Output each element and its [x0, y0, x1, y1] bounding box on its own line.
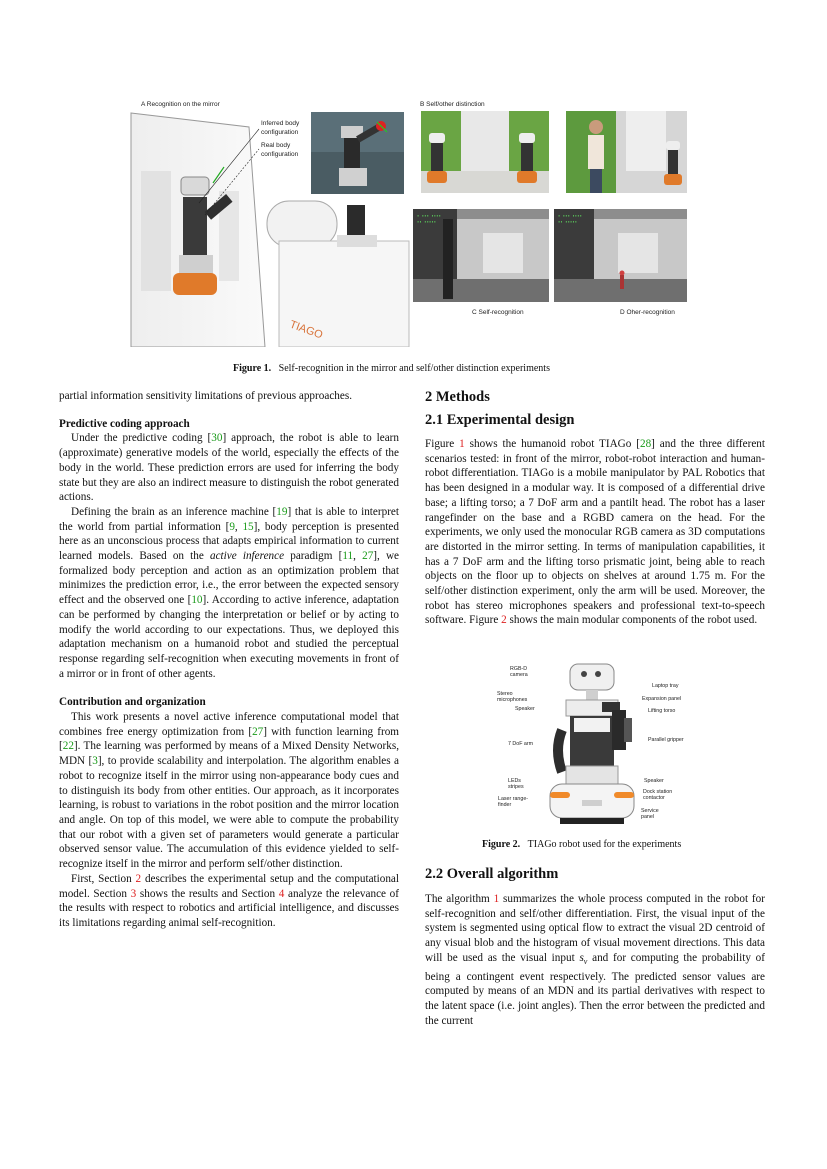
label-lifting-torso: Lifting torso [648, 708, 676, 714]
human-robot-photo [566, 111, 687, 193]
figure-1-caption-label: Figure 1. [233, 363, 272, 374]
panel-c-label: C Self-recognition [472, 309, 524, 316]
label-7dof-arm: 7 DoF arm [508, 741, 534, 747]
svg-text:TIAGO: TIAGO [287, 318, 325, 342]
experimental-design-text [425, 437, 765, 628]
tiago-robot-diagram [540, 660, 650, 830]
simulation-inset [311, 112, 404, 194]
overall-algorithm-text [425, 892, 765, 1029]
real-body-label: Real body configuration [261, 142, 299, 158]
label-laptop-tray: Laptop tray [652, 683, 679, 689]
label-stereo-microphones: Stereo microphones [497, 691, 528, 703]
paragraph-experimental-design: Figure 1 shows the humanoid robot TIAGo [28] and the three different scenarios tested: in front of the mirror, robot-robot interaction and human-robot differentiation. TIAGo is a mobile manipulator by PAL Robotics that has been designed in a modular way. It is composed of a differential drive base; a lifting torso; a 7 DoF arm and a pantilt head. The robot has a laser rangefinder on the base and a RGBD camera on the head. For the experiments, we only used the monocular RGB camera as 3D computations are distorted in the mirror setting. In terms of manipulation capabilities, it has a 7 DoF arm and the lifting torso prismatic joint, being able to reach objects on the floor up to objects on shelves at around 1.75 m. For the self/other distinction experiment, only the arm will be used. Moreover, the robot has stereo microphones speakers and professional text-to-speech software. Figure 2 shows the main modular components of the robot used. [425, 438, 765, 627]
svg-text:▪▪ ▪▪▪▪▪: ▪▪ ▪▪▪▪▪ [558, 221, 578, 225]
section-2-1-title: 2.1 Experimental design [425, 412, 575, 428]
figure-1-caption [233, 363, 550, 374]
other-recognition-camera-view [554, 209, 687, 302]
figure-1-caption-text: Self-recognition in the mirror and self/other distinction experiments [278, 363, 550, 374]
paragraph-predictive-1: Under the predictive coding [30] approach, the robot is able to learn (approximate) generative models of the world, especially the effects of the body in the world. These prediction errors are used for inferring the body state but they are also an indirect measure to distinguish the robot generated actions. [59, 432, 399, 504]
panel-d-label: D Oher-recognition [620, 309, 675, 316]
heading-contribution: Contribution and organization [59, 696, 206, 709]
paragraph-predictive-2: Defining the brain as an inference machine [19] that is able to interpret the world from partial information [9, 15], body perception is presented here as an unconscious process that adapts empirical information to current learned models. Based on the active inference paradigm [11, 27], we formalized body perception and action as an optimization problem that minimizes the prediction error, i.e., the error between the expected sensory effect and the observed one [10]. According to active inference, adaptation can be performed by changing the interpretation or belief or by acting to modify the world according to our expectations. Thus, we deployed this adaptation mechanism on a humanoid robot and studied the perceptual response regarding self-recognition when executing movements in front of a mirror or in front of other agents. [59, 505, 400, 680]
label-dock-station: Dock station contactor [643, 789, 673, 801]
section-2-2-title: 2.2 Overall algorithm [425, 866, 559, 882]
intro-fragment: partial information sensitivity limitations of previous approaches. [59, 390, 352, 402]
paragraph-contribution-2: First, Section 2 describes the experimental setup and the computational model. Section 3 shows the results and Section 4 analyze the relevance of the results with respect to robotics and artificial intelligence, and discusses its limitations regarding animal self-recognition. [59, 872, 400, 929]
paragraph-overall-algorithm: The algorithm 1 summarizes the whole process computed in the robot for self-recognition and self/other differentiation. First, the visual input of the system is segmented using optical flow to extract the visual 2D centroid of any visual blob and the histogram of visual movement directions. This data will be used as the visual input $s_v$ and for computing the probability of being a contingent event respectively. The predicted sensor values are computed by means of an MDN and its partial derivatives with respect to the latent space (i.e. joint angles). Then the error between the predicted and the current [425, 893, 765, 1027]
left-column [59, 389, 399, 931]
heading-predictive-coding: Predictive coding approach [59, 417, 190, 430]
label-service-panel: Service panel [641, 808, 659, 820]
figure-2-caption [482, 839, 681, 850]
label-led-stripes: LEDs stripes [508, 778, 524, 790]
svg-text:▪ ▪▪▪ ▪▪▪▪: ▪ ▪▪▪ ▪▪▪▪ [558, 215, 583, 219]
label-parallel-gripper: Parallel gripper [648, 737, 684, 743]
paragraph-contribution-1: This work presents a novel active inference computational model that combines free energy optimization from [27] with function learning from [22]. The learning was performed by means of a Mixed Density Networks, MDN [3], to provide scalability and interpolation. The algorithm enables a robot to recognize itself in the mirror using non-appearance body cues and to distinguish its body from other entities. Our approach, as it incorporates learning, is robust to variations in the robot position and the mirror location and angle. On top of this model, we were able to compute the probability that our robot with a given set of parameters would generate a particular observed sensor value. The accumulation of this evidence yielded to self-recognize itself in the mirror and perform self/other distinction. [59, 711, 399, 871]
label-speaker-top: Speaker [515, 706, 535, 712]
svg-text:▪▪ ▪▪▪▪▪: ▪▪ ▪▪▪▪▪ [417, 221, 437, 225]
figure-2-caption-text: TIAGo robot used for the experiments [527, 839, 682, 850]
inferred-body-label: Inferred body configuration [261, 120, 300, 136]
label-laser-rangefinder: Laser range-finder [498, 796, 529, 808]
label-expansion-panel: Expansion panel [642, 696, 682, 702]
robot-robot-photo [421, 111, 549, 193]
panel-b-label: B Self/other distinction [420, 101, 485, 108]
figure-2-caption-label: Figure 2. [482, 839, 521, 850]
panel-a-label: A Recognition on the mirror [141, 101, 220, 108]
section-2-title: 2 Methods [425, 389, 490, 405]
svg-text:▪ ▪▪▪ ▪▪▪▪: ▪ ▪▪▪ ▪▪▪▪ [417, 215, 442, 219]
label-speaker-bottom: Speaker [644, 778, 664, 784]
label-rgbd-camera: RGB-D camera [510, 666, 528, 678]
self-recognition-camera-view [413, 209, 549, 302]
